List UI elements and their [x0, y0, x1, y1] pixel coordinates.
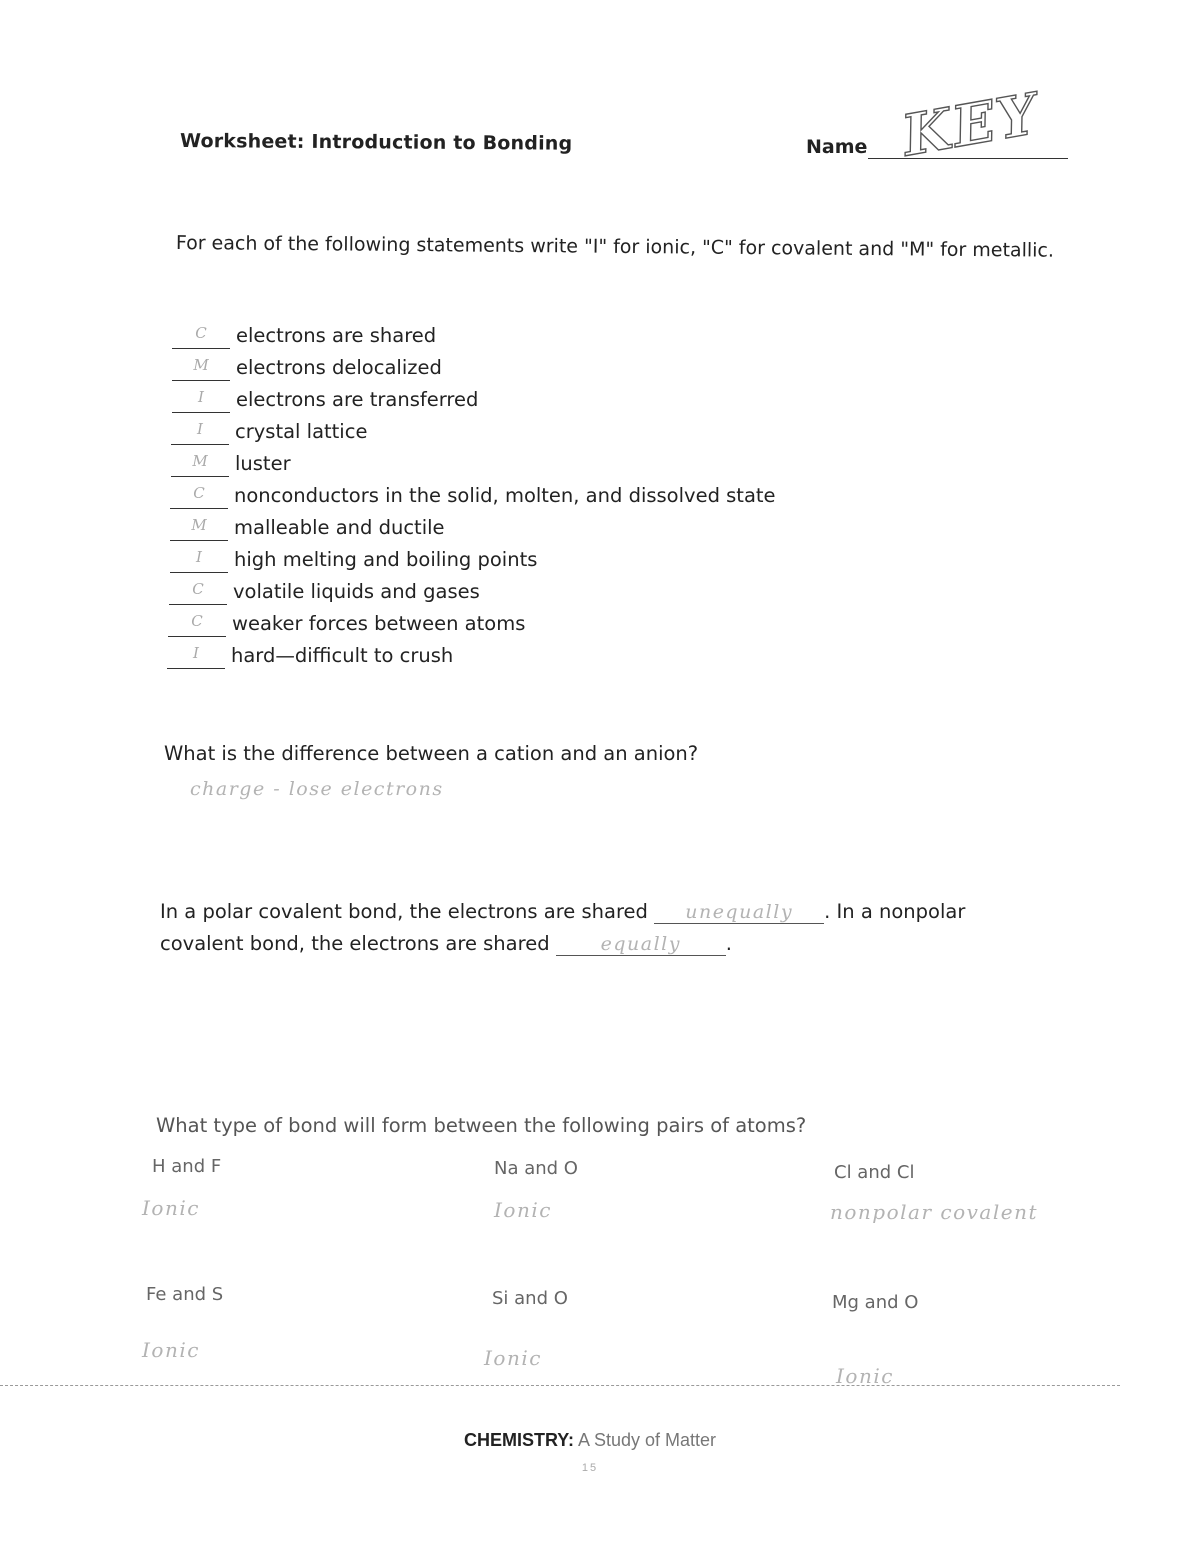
statement-text: crystal lattice [235, 420, 368, 443]
statement-text: electrons are transferred [236, 388, 479, 411]
polar-bond-text-2: . In a nonpolar [824, 900, 966, 923]
polar-bond-text-4: . [725, 932, 732, 955]
statement-text: luster [235, 452, 291, 475]
polar-bond-line-2 [160, 932, 732, 956]
pair-label: Si and O [492, 1288, 568, 1309]
page-number: 15 [581, 1462, 599, 1474]
pair-label: H and F [152, 1156, 222, 1177]
pair-answer: nonpolar covalent [830, 1200, 1038, 1224]
pair-label: Cl and Cl [834, 1162, 915, 1183]
polar-bond-text-1: In a polar covalent bond, the electrons are shared [160, 900, 648, 923]
statement-text: hard—difficult to crush [231, 644, 454, 667]
statement-item [165, 578, 865, 610]
pair-answer: Ionic [494, 1198, 552, 1222]
statement-item [166, 482, 866, 514]
statement-item [167, 450, 867, 482]
answer-blank: I [172, 388, 230, 413]
pair-answer: Ionic [142, 1196, 200, 1220]
statement-text: electrons are shared [236, 324, 437, 347]
answer-blank: M [170, 516, 228, 541]
pair-label: Mg and O [832, 1292, 919, 1313]
name-field [806, 80, 1076, 170]
answer-blank: C [170, 484, 228, 509]
polar-bond-line-1 [160, 900, 965, 924]
answer-blank: C [168, 612, 226, 637]
scan-dotted-line [0, 1385, 1120, 1386]
answer-blank: M [171, 452, 229, 477]
footer-book-rest: A Study of Matter [573, 1430, 717, 1450]
pair-label: Fe and S [146, 1284, 224, 1305]
polar-bond-answer-2: equally [556, 933, 726, 956]
pair-label: Na and O [494, 1158, 578, 1179]
polar-bond-answer-1: unequally [654, 901, 824, 924]
statement-item [166, 514, 866, 546]
cation-anion-question: What is the difference between a cation and an anion? [164, 742, 699, 765]
pair-answer: Ionic [836, 1364, 894, 1388]
statement-text: volatile liquids and gases [233, 580, 480, 603]
footer-book-title [0, 1430, 1180, 1451]
statement-item [168, 322, 868, 354]
instructions-text: For each of the following statements write "I" for ionic, "C" for covalent and "M" for metallic. [175, 231, 1055, 262]
pair-answer: Ionic [484, 1346, 542, 1370]
name-label: Name [806, 136, 868, 158]
cation-anion-answer: charge - lose electrons [190, 778, 444, 800]
answer-blank: I [170, 548, 228, 573]
statement-item [163, 642, 863, 674]
name-value-handwritten: KEY [897, 80, 1045, 170]
footer-book-bold: CHEMISTRY: [463, 1430, 574, 1450]
statement-text: electrons delocalized [236, 356, 442, 379]
statement-text: high melting and boiling points [234, 548, 538, 571]
statement-item [166, 546, 866, 578]
answer-blank: C [169, 580, 227, 605]
statement-item [168, 354, 868, 386]
statement-item [168, 386, 868, 418]
statement-item [167, 418, 867, 450]
statement-item [164, 610, 864, 642]
worksheet-title: Worksheet: Introduction to Bonding [179, 130, 573, 155]
statement-text: malleable and ductile [234, 516, 445, 539]
answer-blank: C [172, 324, 230, 349]
statement-list [166, 322, 866, 674]
answer-blank: M [172, 356, 230, 381]
statement-text: nonconductors in the solid, molten, and dissolved state [234, 484, 776, 507]
answer-blank: I [167, 644, 225, 669]
answer-blank: I [171, 420, 229, 445]
pair-answer: Ionic [142, 1338, 200, 1362]
polar-bond-text-3: covalent bond, the electrons are shared [160, 932, 550, 955]
bond-type-question: What type of bond will form between the following pairs of atoms? [156, 1114, 807, 1137]
statement-text: weaker forces between atoms [232, 612, 526, 635]
